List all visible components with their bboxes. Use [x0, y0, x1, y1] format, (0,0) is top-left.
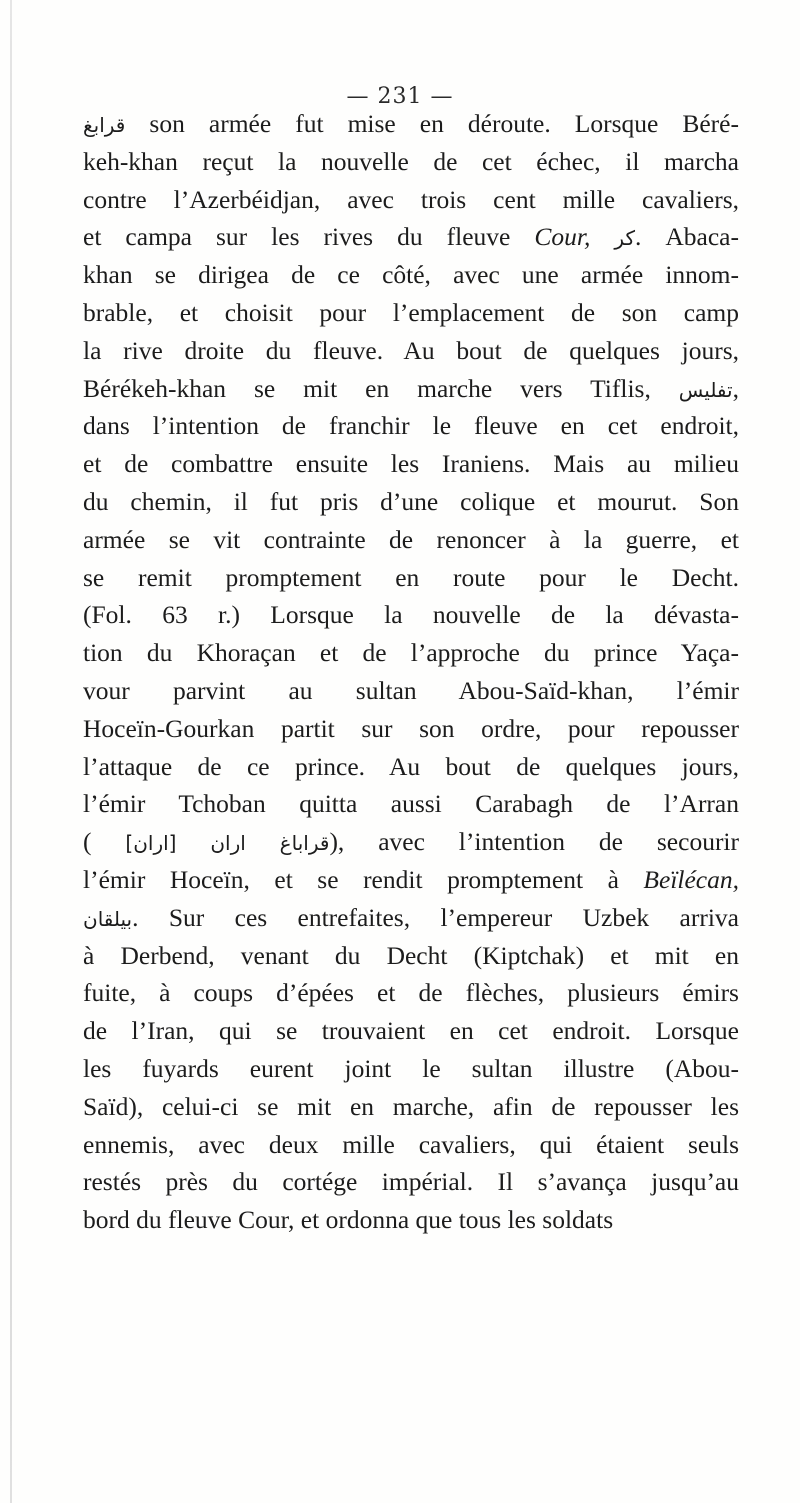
line-text: Bérékeh-khan se mit en marche vers Tiflis, [83, 373, 651, 403]
line-text: (Fol. 63 r.) Lorsque la nouvelle de la dévasta- [83, 600, 739, 630]
line-text: l’attaque de ce prince. Au bout de quelques jours, [83, 751, 739, 781]
line-text: restés près du cortége impérial. Il s’avança jusqu’au [83, 1167, 739, 1197]
line-text: tion du Khoraçan et de l’approche du prince Yaça- [83, 638, 739, 668]
line-text: armée se vit contrainte de renoncer à la guerre, et [83, 524, 739, 554]
text-line [83, 445, 739, 483]
arabic-term: تفليس [678, 377, 733, 402]
line-text: son armée fut mise en déroute. Lorsque Béré- [125, 109, 739, 138]
text-line [83, 1163, 739, 1201]
text-line [83, 218, 739, 256]
line-text: Saïd), celui-ci se mit en marche, afin de repousser les [83, 1091, 739, 1121]
line-text: brable, et choisit pour l’emplacement de son camp [83, 297, 739, 327]
line-text: les fuyards eurent joint le sultan illustre (Abou- [83, 1053, 739, 1083]
line-text: l’émir Tchoban quitta aussi Carabagh de l’Arran [83, 789, 739, 819]
line-text: fuite, à coups d’épées et de flèches, plusieurs émirs [83, 978, 739, 1008]
line-text: ( [83, 827, 92, 857]
line-text: . Abaca- [634, 222, 739, 252]
text-line [83, 1050, 739, 1088]
text-line [83, 332, 739, 370]
text-line [83, 521, 739, 559]
text-line [83, 559, 739, 597]
line-text: ennemis, avec deux mille cavaliers, qui étaient seuls [83, 1129, 739, 1159]
text-line [83, 105, 739, 143]
line-text: khan se dirigea de ce côté, avec une armée innom- [83, 260, 739, 290]
line-text: bord du fleuve Cour, et ordonna que tous les soldats [83, 1205, 614, 1235]
text-line [83, 143, 739, 181]
line-text: ), avec l’intention de secourir [329, 827, 740, 857]
line-text: . Sur ces entrefaites, l’empereur Uzbek arriva [132, 902, 739, 932]
text-line [83, 899, 739, 937]
text-line [83, 596, 739, 634]
text-line [83, 785, 739, 823]
text-line [83, 710, 739, 748]
line-text: , [732, 373, 739, 403]
line-text: à Derbend, venant du Decht (Kiptchak) et mit en [83, 940, 739, 970]
line-text: et de combattre ensuite les Iraniens. Mais au milieu [83, 449, 739, 479]
line-text: contre l’Azerbéidjan, avec trois cent mille cavaliers, [83, 184, 739, 214]
line-text: keh-khan reçut la nouvelle de cet échec, il marcha [83, 146, 739, 176]
arabic-term: بيلقان [83, 906, 133, 931]
text-line [83, 937, 739, 975]
text-line [83, 407, 739, 445]
line-text: Hoceïn-Gourkan partit sur son ordre, pour repousser [83, 713, 739, 743]
text-line [83, 256, 739, 294]
text-line [83, 1088, 739, 1126]
text-line [83, 294, 739, 332]
text-line [83, 181, 739, 219]
arabic-term: كر [614, 226, 635, 251]
text-line [83, 370, 739, 408]
text-line [83, 1126, 739, 1164]
line-text: de l’Iran, qui se trouvaient en cet endroit. Lorsque [83, 1016, 739, 1046]
text-line [83, 672, 739, 710]
text-line [83, 634, 739, 672]
text-line [83, 861, 739, 899]
text-line [83, 1012, 739, 1050]
line-text: du chemin, il fut pris d’une colique et mourut. Son [83, 486, 739, 516]
text-line [83, 974, 739, 1012]
arabic-term: قرابغ [83, 113, 126, 137]
text-line [83, 483, 739, 521]
line-text: l’émir Hoceïn, et se rendit promptement à [83, 864, 644, 894]
line-text: vour parvint au sultan Abou-Saïd-khan, l’émir [83, 675, 739, 705]
line-text: et campa sur les rives du fleuve [83, 222, 535, 252]
text-line [83, 823, 739, 861]
text-line [83, 1201, 739, 1239]
page-number: — 231 — [346, 84, 454, 109]
text-line [83, 748, 739, 786]
line-text: dans l’intention de franchir le fleuve en cet endroit, [83, 411, 739, 441]
line-text: se remit promptement en route pour le Decht. [83, 562, 739, 592]
page-edge-shadow [10, 0, 12, 1503]
italic-term: Beïlécan, [643, 864, 739, 894]
body-text [83, 105, 739, 1239]
line-text: la rive droite du fleuve. Au bout de quelques jours, [83, 335, 739, 365]
arabic-term: قراباغ اران [اران] [125, 831, 330, 856]
italic-term: Cour, [534, 222, 591, 252]
